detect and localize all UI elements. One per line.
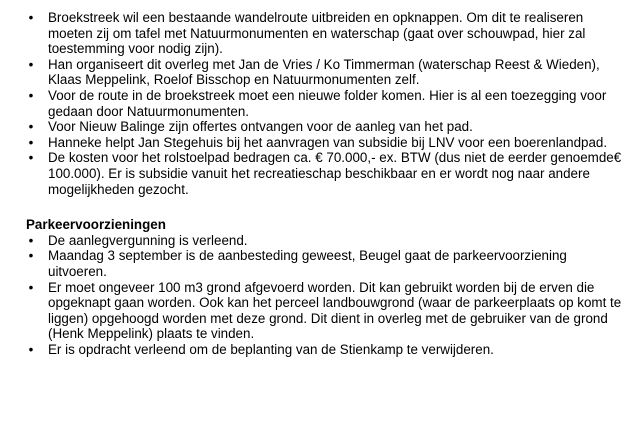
- list-item-text: Hanneke helpt Jan Stegehuis bij het aanvragen van subsidie bij LNV voor een boerenlandpad.: [48, 134, 608, 150]
- bullet-icon: •: [28, 150, 34, 166]
- bullet-icon: •: [28, 248, 34, 264]
- list-item: [0, 10, 640, 57]
- bullet-icon: •: [28, 87, 34, 103]
- list-item: [0, 248, 640, 279]
- list-item: [0, 88, 640, 119]
- list-item-text: De kosten voor het rolstoelpad bedragen ca. € 70.000,- ex. BTW (dus niet de eerder genoemde€ 100.000). Er is subsidie vanuit het recreatieschap beschikbaar en er wordt nog naar andere mogelijkheden gezocht.: [48, 150, 622, 197]
- bullet-icon: •: [28, 279, 34, 295]
- bullet-icon: •: [28, 341, 34, 357]
- list-item-text: De aanlegvergunning is verleend.: [48, 232, 248, 248]
- bullet-icon: •: [28, 134, 34, 150]
- bullet-list-routes: [0, 10, 640, 197]
- document-page: [0, 10, 640, 357]
- list-item-text: Han organiseert dit overleg met Jan de Vries / Ko Timmerman (waterschap Reest & Wieden), Klaas Meppelink, Roelof Bisschop en Natuurmonumenten zelf.: [48, 56, 600, 88]
- bullet-icon: •: [28, 56, 34, 72]
- list-item: [0, 119, 640, 135]
- list-item: [0, 233, 640, 249]
- list-item: [0, 342, 640, 358]
- list-item: [0, 57, 640, 88]
- list-item-text: Voor de route in de broekstreek moet een nieuwe folder komen. Hier is al een toezegging voor gedaan door Natuurmonumenten.: [48, 87, 607, 119]
- list-item-text: Broekstreek wil een bestaande wandelroute uitbreiden en opknappen. Om dit te realiseren moeten zij om tafel met Natuurmonumenten en waterschap (gaat over schouwpad, hier zal toestemming voor nodig zijn).: [48, 10, 586, 57]
- list-item: [0, 150, 640, 197]
- section-heading-parkeervoorzieningen: Parkeervoorzieningen: [26, 217, 166, 233]
- bullet-icon: •: [28, 232, 34, 248]
- bullet-list-parking: [0, 233, 640, 358]
- list-item: [0, 280, 640, 342]
- bullet-icon: •: [28, 10, 34, 25]
- list-item-text: Er is opdracht verleend om de beplanting van de Stienkamp te verwijderen.: [48, 341, 494, 357]
- list-item-text: Er moet ongeveer 100 m3 grond afgevoerd worden. Dit kan gebruikt worden bij de erven die opgeknapt gaan worden. Ook kan het perceel landbouwgrond (waar de parkeerplaats op komt te liggen) opgehoogd worden met deze grond. Dit dient in overleg met de gebruiker van de grond (Henk Meppelink) plaats te vinden.: [48, 279, 622, 342]
- list-item-text: Voor Nieuw Balinge zijn offertes ontvangen voor de aanleg van het pad.: [48, 119, 473, 135]
- bullet-icon: •: [28, 119, 34, 135]
- list-item: [0, 135, 640, 151]
- list-item-text: Maandag 3 september is de aanbesteding geweest, Beugel gaat de parkeervoorziening uitvoeren.: [48, 248, 567, 279]
